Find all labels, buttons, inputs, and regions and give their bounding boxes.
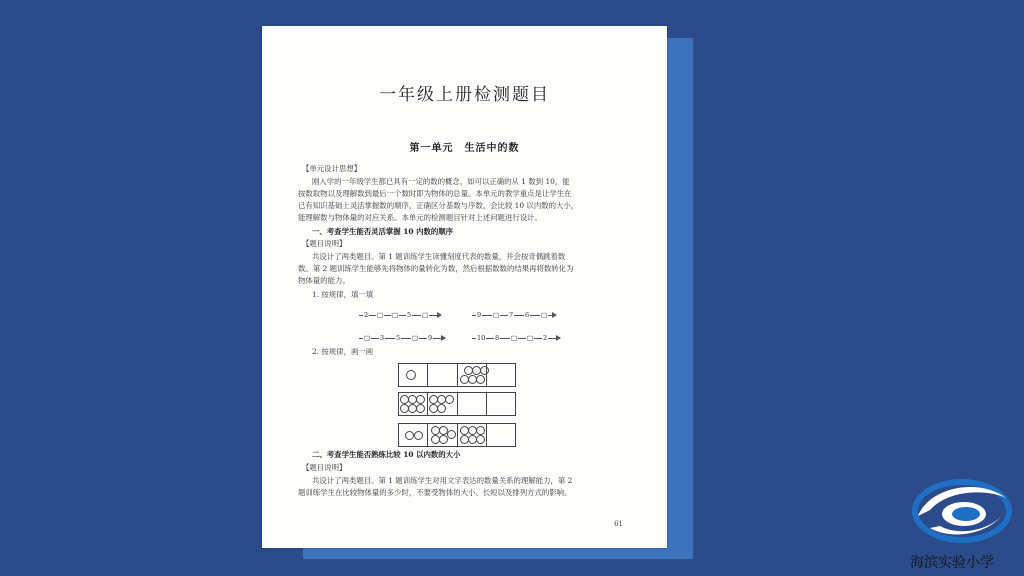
grid-cell (487, 424, 515, 446)
pattern-grid (398, 423, 516, 447)
part2-line: 题训练学生在比较物体量的多少时，不要受物体的大小、长短以及排列方式的影响。 (298, 488, 572, 497)
grid-cell (399, 364, 428, 386)
grid-cell (458, 393, 487, 415)
number-line-label: □ (412, 334, 419, 342)
grid-cell (428, 364, 457, 386)
intro-line: 按数取物以及理解数到最后一个数时即为物体的总量。本单元的教学重点是让学生在 (298, 189, 572, 198)
number-line-label: 6 (525, 311, 530, 319)
section-header-explain: 【题目说明】 (302, 463, 347, 472)
part1-line: 共设计了两类题目。第 1 题训练学生读懂刻度代表的数量，并会按奇偶跳着数 (312, 252, 566, 261)
circle-mark (476, 435, 485, 444)
circle-mark (416, 404, 425, 413)
number-line-label: 2 (364, 311, 369, 319)
number-line (359, 309, 439, 321)
part1-heading: 一、考查学生能否灵活掌握 10 内数的顺序 (312, 227, 454, 236)
number-line-label: 9 (477, 311, 482, 319)
grid-cell (399, 393, 428, 415)
number-line-label: □ (511, 334, 518, 342)
circle-mark (406, 370, 416, 380)
part2-heading: 二、考查学生能否熟练比较 10 以内数的大小 (312, 450, 461, 459)
grid-cell (428, 393, 457, 415)
section-header-design: 【单元设计思想】 (302, 164, 362, 173)
grid-cell (487, 393, 515, 415)
circle-mark (405, 431, 414, 440)
pattern-grid (398, 392, 516, 416)
circle-mark (447, 430, 456, 439)
circle-mark (414, 431, 423, 440)
number-line-label: 5 (396, 334, 401, 342)
number-line-label: □ (364, 334, 371, 342)
grid-cell (428, 424, 457, 446)
grid-cell (458, 424, 487, 446)
number-line-label: □ (392, 311, 399, 319)
number-line-label: 5 (407, 311, 412, 319)
number-line-label: 10 (477, 334, 486, 342)
number-line-label: □ (541, 311, 548, 319)
number-line-label: 7 (509, 311, 514, 319)
number-line-label: 3 (380, 334, 385, 342)
question-1: 1. 按规律，填一填 (312, 290, 374, 299)
grid-cell (399, 424, 428, 446)
school-name: 海滨实验小学 (910, 555, 994, 571)
document-title: 一年级上册检测题目 (379, 85, 550, 105)
section-header-explain: 【题目说明】 (302, 239, 347, 248)
pattern-grid (398, 363, 516, 387)
school-logo-icon (910, 476, 1014, 546)
circle-mark (416, 395, 425, 404)
circle-mark (476, 375, 485, 384)
part2-line: 共设计了两类题目。第 1 题训练学生对用文字表达的数量关系的理解能力，第 2 (312, 476, 573, 485)
intro-line: 已有知识基础上灵活掌握数的顺序，正确区分基数与序数，会比较 10 以内数的大小， (298, 201, 579, 210)
grid-cell (487, 364, 515, 386)
intro-line: 能理解数与物体量的对应关系。本单元的检测题目针对上述问题进行设计。 (298, 213, 542, 222)
page-number: 61 (614, 520, 623, 528)
number-line-label: □ (422, 311, 429, 319)
unit-title: 第一单元 生活中的数 (409, 143, 520, 154)
grid-cell (458, 364, 487, 386)
number-line-label: □ (493, 311, 500, 319)
textbook-page (262, 26, 667, 548)
number-line-label: 9 (428, 334, 433, 342)
number-line-label: 2 (543, 334, 548, 342)
part1-line: 数。第 2 题训练学生能够先将物体的量转化为数，然后根据数数的结果再将数转化为 (298, 264, 574, 273)
number-line-label: 8 (495, 334, 500, 342)
number-line-label: □ (527, 334, 534, 342)
circle-mark (437, 404, 446, 413)
circle-mark (476, 426, 485, 435)
number-line (472, 332, 558, 344)
number-line-label: □ (377, 311, 384, 319)
number-line (359, 332, 443, 344)
number-line (472, 309, 554, 321)
intro-line: 刚入学的一年级学生都已具有一定的数的概念，如可以正确的从 1 数到 10，能 (312, 177, 570, 186)
question-2: 2. 按规律，画一画 (312, 347, 374, 356)
circle-mark (445, 395, 454, 404)
part1-line: 物体量的能力。 (298, 276, 350, 285)
